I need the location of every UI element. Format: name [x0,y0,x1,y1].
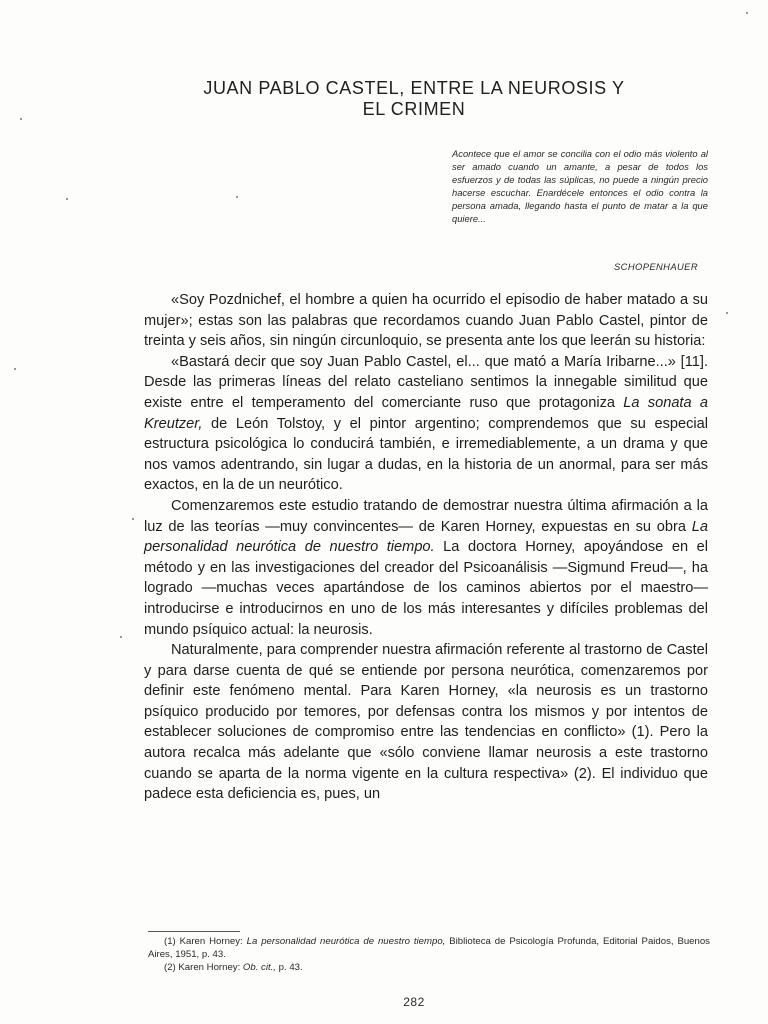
footnote-1-text-a: (1) Karen Horney: [164,936,247,947]
footnote-divider [148,931,240,932]
paragraph-2 [144,352,708,496]
paragraph-4: Naturalmente, para comprender nuestra afirmación referente al trastorno de Castel y para darse cuenta de qué se entiende por persona neurótica, comenzaremos por definir este fenómeno mental. Para Karen Horney, «la neurosis es un trastorno psíquico producido por temores, por defensas contra los mismos y por intentos de establecer soluciones de compromiso entre las tendencias en conflicto» (1). Pero la autora recalca más adelante que «sólo conviene llamar neurosis a este trastorno cuando se aparta de la norma vigente en la cultura respectiva» (2). El individuo que padece esta deficiencia es, pues, un [144,642,708,803]
scan-speck [132,518,134,520]
footnote-2-text-c: p. 43. [275,962,303,973]
paragraph-2-text-c: de León Tolstoy, y el pintor argentino; comprendemos que su especial estructura psicológica lo conducirá también, e irremediablemente, a un drama y que nos vamos adentrando, sin lugar a dudas, en la historia de un anormal, para ser más exactos, en la de un neurótico. [144,415,708,494]
article-title-line-2: EL CRIMEN [362,99,466,119]
footnote-1-text-c: Biblioteca de Psicología Profunda, Editorial Paidos, Buenos Aires, 1951, p. 43. [148,936,710,960]
footnote-1 [148,935,710,961]
epigraph-author: SCHOPENHAUER [614,261,698,272]
paragraph-3-text-a: Comenzaremos este estudio tratando de demostrar nuestra última afirmación a la luz de las teorías —muy convincentes— de Karen Horney, expuestas en su obra [144,497,708,535]
paragraph-3 [144,496,708,640]
paragraph-3-text-c: La doctora Horney, apoyándose en el método y en las investigaciones del creador del Psicoanálisis —Sigmund Freud—, ha logrado —muchas veces apartándose de los caminos abiertos por el maestro— introducirse e introducirnos en uno de los más interesantes y difíciles problemas del mundo psíquico actual: la neurosis. [144,539,708,638]
scan-speck [746,12,748,14]
scan-speck [14,368,16,370]
paragraph-3-book-title: La personalidad neurótica de nuestro tiempo. [144,518,708,556]
scan-speck [66,198,68,200]
scan-speck [236,196,238,198]
paragraph-2-book-title: La sonata a Kreutzer, [144,394,708,432]
paragraph-2-text-a: «Bastará decir que soy Juan Pablo Castel, el... que mató a María Iribarne...» [11]. Desde las primeras líneas del relato casteliano sentimos la innegable similitud que existe entre el temperamento del comerciante ruso que protagoniza [144,353,708,411]
article-title [140,78,688,120]
footnotes [148,935,710,974]
paragraph-1: «Soy Pozdnichef, el hombre a quien ha ocurrido el episodio de haber matado a su mujer»; estas son las palabras que recordamos cuando Juan Pablo Castel, pintor de treinta y seis años, sin ningún circunloquio, se presenta ante los que leerán su historia: [144,292,708,350]
footnote-1-book-title: La personalidad neurótica de nuestro tiempo, [246,936,446,947]
footnote-2 [148,961,710,974]
footnote-2-text-a: (2) Karen Horney: [164,962,243,973]
article-title-line-1: JUAN PABLO CASTEL, ENTRE LA NEUROSIS Y [203,78,625,98]
scan-speck [120,636,122,638]
epigraph-quote: Acontece que el amor se concilia con el odio más violento al ser amado cuando un amante, a pesar de todos los esfuerzos y de todas las súplicas, no puede a ningún precio hacerse escuchar. Enardécele entonces el odio contra la persona amada, llegando hasta el punto de matar a la que quiere... [452,148,708,224]
article-body [144,290,708,805]
page-number: 282 [403,995,425,1009]
footnote-2-citation: Ob. cit., [242,962,276,973]
scan-speck [20,118,22,120]
scan-speck [726,312,728,314]
